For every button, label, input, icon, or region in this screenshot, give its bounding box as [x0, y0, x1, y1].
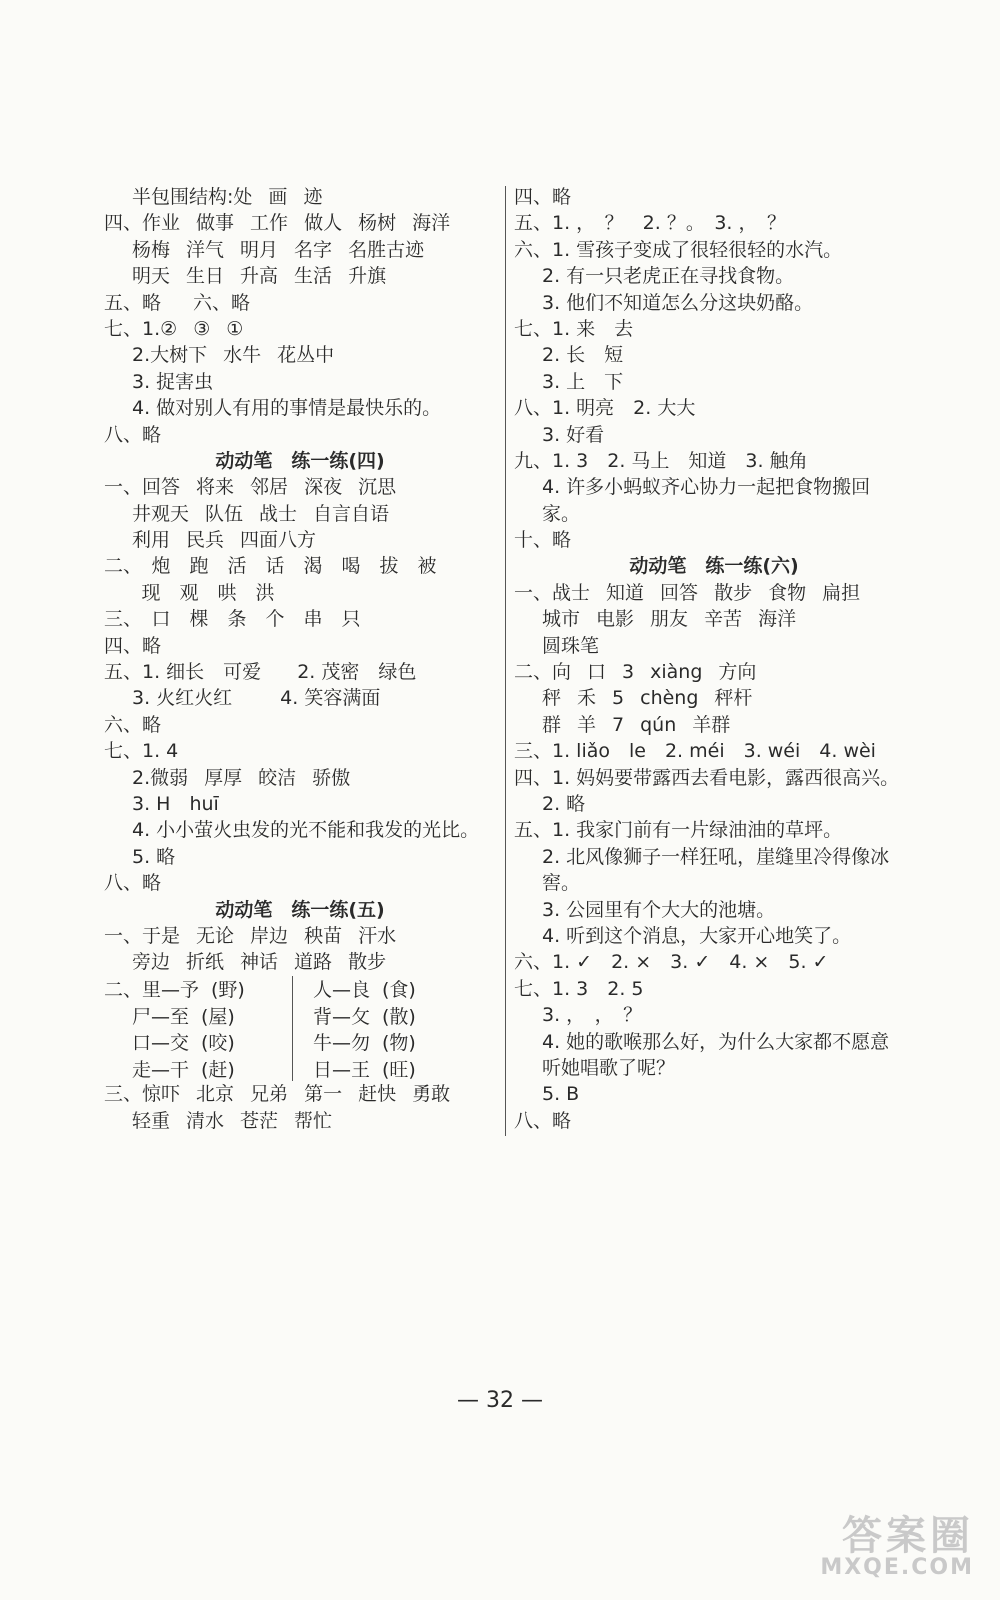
- answer-line: 五、1. ， ？ 2. ？。 3. ， ？: [514, 212, 787, 235]
- answer-line: 现 观 哄 洪: [141, 581, 275, 604]
- answer-line: 三、 口 棵 条 个 串 只: [104, 608, 361, 631]
- compose-left: 口—交 (咬): [132, 1032, 235, 1055]
- answer-line: 3. 捉害虫: [132, 370, 214, 393]
- column-divider: [505, 186, 506, 1136]
- answer-line: 家。: [542, 502, 581, 525]
- compose-row: [104, 976, 496, 1002]
- answer-line: 听她唱歌了呢？: [542, 1056, 676, 1079]
- answer-line: 群 羊 7 qún 羊群: [542, 713, 731, 736]
- answer-line: 城市 电影 朋友 辛苦 海洋: [542, 608, 797, 631]
- answer-line: 八、略: [104, 872, 162, 895]
- compose-divider: [292, 1029, 293, 1055]
- answer-line: 二、 炮 跑 活 话 渴 喝 拔 被: [104, 555, 437, 578]
- compose-divider: [292, 1055, 293, 1081]
- answer-line: 杨梅 洋气 明月 名字 名胜古迹: [132, 238, 425, 261]
- section-heading: 动动笔 练一练(五): [215, 898, 385, 921]
- answer-line: 五、1. 我家门前有一片绿油油的草坪。: [514, 819, 843, 842]
- answer-line: 4. 听到这个消息，大家开心地笑了。: [542, 924, 852, 947]
- section-heading: 动动笔 练一练(六): [629, 555, 799, 578]
- answer-line: 4. 她的歌喉那么好，为什么大家都不愿意: [542, 1030, 890, 1053]
- answer-line: 三、惊吓 北京 兄弟 第一 赶快 勇敢: [104, 1083, 451, 1106]
- answer-line: 4. 做对别人有用的事情是最快乐的。: [132, 397, 442, 420]
- answer-line: 八、略: [104, 423, 162, 446]
- answer-line: 四、作业 做事 工作 做人 杨树 海洋: [104, 212, 451, 235]
- answer-line: 六、1. ✓ 2. × 3. ✓ 4. × 5. ✓: [514, 951, 829, 974]
- answer-line: 3. H huī: [132, 792, 219, 815]
- answer-line: 九、1. 3 2. 马上 知道 3. 触角: [514, 449, 808, 472]
- answer-line: 利用 民兵 四面八方: [132, 529, 317, 552]
- answer-line: 六、略: [104, 713, 162, 736]
- answer-line: 井观天 队伍 战士 自言自语: [132, 502, 390, 525]
- answer-line: 七、1. 3 2. 5: [514, 977, 644, 1000]
- compose-left: 二、里—予 (野): [104, 979, 245, 1002]
- answer-line: 七、1. 4: [104, 740, 179, 763]
- compose-right: 背—攵 (散): [313, 1005, 416, 1028]
- section-heading: 动动笔 练一练(四): [215, 449, 385, 472]
- answer-line: 七、1. 来 去: [514, 317, 634, 340]
- watermark-domain: MXQE.COM: [820, 1555, 974, 1580]
- answer-line: 三、1. liǎo le 2. méi 3. wéi 4. wèi: [514, 740, 876, 763]
- answer-line: 3. 上 下: [542, 370, 624, 393]
- answer-line: 2. 长 短: [542, 344, 624, 367]
- answer-line: 轻重 清水 苍茫 帮忙: [132, 1109, 333, 1132]
- left-column: [104, 184, 496, 1134]
- answer-line: 3. 公园里有个大大的池塘。: [542, 898, 776, 921]
- answer-line: 一、战士 知道 回答 散步 食物 扁担: [514, 581, 861, 604]
- answer-line: 一、于是 无论 岸边 秧苗 汗水: [104, 924, 397, 947]
- answer-line: 窖。: [542, 872, 581, 895]
- answer-line: 2. 北风像狮子一样狂吼，崖缝里冷得像冰: [542, 845, 890, 868]
- answer-line: 3. 火红火红 4. 笑容满面: [132, 687, 381, 710]
- answer-line: 十、略: [514, 529, 572, 552]
- answer-line: 五、略 六、略: [104, 291, 251, 314]
- compose-right: 日—王 (旺): [313, 1058, 416, 1081]
- answer-line: 3. ， ， ？: [542, 1004, 643, 1027]
- compose-divider: [292, 1002, 293, 1028]
- compose-row: [104, 1055, 496, 1081]
- page-number: — 32 —: [457, 1388, 543, 1413]
- answer-line: 3. 好看: [542, 423, 605, 446]
- answer-line: 2.大树下 水牛 花丛中: [132, 344, 335, 367]
- answer-line: 3. 他们不知道怎么分这块奶酪。: [542, 291, 814, 314]
- answer-line: 一、回答 将来 邻居 深夜 沉思: [104, 476, 397, 499]
- answer-line: 旁边 折纸 神话 道路 散步: [132, 951, 387, 974]
- answer-line: 五、1. 细长 可爱 2. 茂密 绿色: [104, 661, 417, 684]
- compose-left: 尸—至 (屋): [132, 1005, 235, 1028]
- answer-line: 2.微弱 厚厚 皎洁 骄傲: [132, 766, 351, 789]
- answer-line: 2. 有一只老虎正在寻找食物。: [542, 265, 795, 288]
- answer-line: 四、1. 妈妈要带露西去看电影，露西很高兴。: [514, 766, 900, 789]
- answer-line: 八、略: [514, 1109, 572, 1132]
- answer-line: 5. 略: [132, 845, 176, 868]
- compose-row: [104, 1029, 496, 1055]
- answer-line: 4. 小小萤火虫发的光不能和我发的光比。: [132, 819, 480, 842]
- answer-line: 明天 生日 升高 生活 升旗: [132, 265, 387, 288]
- answer-line: 4. 许多小蚂蚁齐心协力一起把食物搬回: [542, 476, 871, 499]
- compose-divider: [292, 976, 293, 1002]
- answer-line: 八、1. 明亮 2. 大大: [514, 397, 696, 420]
- answer-line: 2. 略: [542, 792, 586, 815]
- compose-right: 牛—勿 (物): [313, 1032, 416, 1055]
- watermark-text: 答案圈: [842, 1513, 974, 1559]
- answer-line: 圆珠笔: [542, 634, 600, 657]
- answer-line: 二、向 口 3 xiàng 方向: [514, 661, 757, 684]
- compose-left: 走—干 (赶): [132, 1058, 235, 1081]
- answer-line: 六、1. 雪孩子变成了很轻很轻的水汽。: [514, 238, 843, 261]
- compose-right: 人—良 (食): [313, 979, 416, 1002]
- answer-line: 5. B: [542, 1083, 580, 1106]
- answer-line: 半包围结构:处 画 迹: [132, 186, 323, 208]
- watermark-logo: [820, 1504, 974, 1580]
- right-column: [514, 184, 914, 1134]
- answer-line: 四、略: [104, 634, 162, 657]
- answer-line: 七、1.② ③ ①: [104, 317, 244, 340]
- answer-line: 四、略: [514, 186, 572, 208]
- compose-row: [104, 1002, 496, 1028]
- answer-line: 秤 禾 5 chèng 秤杆: [542, 687, 753, 710]
